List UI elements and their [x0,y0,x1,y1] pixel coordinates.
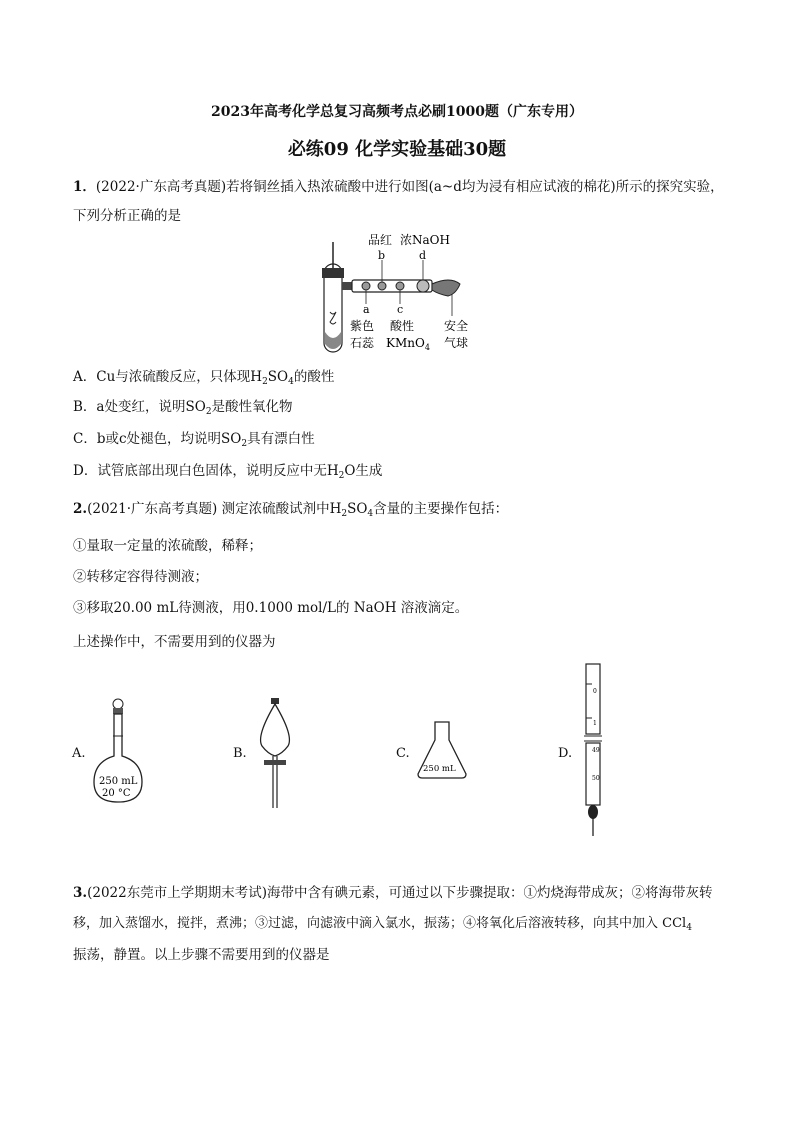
separatory-funnel-figure [250,696,300,811]
label-anquan: 安全 [444,319,469,333]
erlenmeyer-volume: 250 mL [423,764,456,774]
q2-option-b-label: B. [233,746,247,761]
label-qiqiu: 气球 [444,336,469,350]
q1-option-b: B．a处变红，说明$SO_2$是酸性氧化物 [73,399,293,417]
q2-number: 2. [73,501,88,517]
label-zise: 紫色 [350,319,375,333]
cotton-d [417,280,429,292]
acid-liquid [325,332,341,349]
q2-step1: ①量取一定量的浓硫酸，稀释； [73,538,262,554]
label-naoh: 浓NaOH [400,233,450,247]
flask-stopper-neck [113,708,123,714]
q1-option-d: D．试管底部出现白色固体，说明反应中无$H_2O$生成 [73,463,383,481]
q2-step2: ②转移定容得待测液； [73,569,208,585]
cotton-b [378,282,386,290]
label-suanxing: 酸性 [390,319,415,333]
funnel-bulb [261,704,290,756]
q1-option-c: C．b或c处褪色，均说明$SO_2$具有漂白性 [73,431,315,449]
burette-label-0: 0 [593,688,597,695]
label-b: b [378,249,386,262]
q2-volume: 20.00 mL [113,600,179,616]
q3-line1: 3.(2022东莞市上学期期末考试)海带中含有碘元素，可通过以下步骤提取：①灼烧海带成灰；②将海带灰转 [73,885,713,901]
burette-label-1: 1 [593,720,597,727]
flask-volume: 250 mL [99,776,138,787]
burette-figure [578,662,608,838]
burette-label-49: 49 [592,747,600,754]
q1-number: 1． [73,179,96,195]
q1-option-a: A．Cu与浓硫酸反应，只体现$H_2SO_4$的酸性 [73,369,335,387]
q1-apparatus-figure [310,232,490,357]
cotton-a [362,282,370,290]
q2-step3: ③移取20.00 mL待测液，用0.1000 mol/L的 NaOH 溶液滴定。 [73,600,469,616]
label-pinhong: 品红 [368,233,393,247]
label-shirui: 石蕊 [350,336,375,350]
q2-option-a-label: A. [72,746,86,761]
q2-option-d-label: D. [558,746,573,761]
label-a: a [363,303,370,316]
q1-stem-line1 [73,178,724,196]
q3-number: 3. [73,885,88,901]
copper-coil [330,312,336,324]
q3-source: (2022东莞市上学期期末考试) [87,885,267,901]
q3-line3: 振荡，静置。以上步骤不需要用到的仪器是 [73,947,330,963]
cotton-c [396,282,404,290]
q2-source: (2021·广东高考真题) [87,501,218,517]
burette-break [584,736,602,741]
burette-label-50: 50 [592,775,600,782]
q2-stem: 2.(2021·广东高考真题) 测定浓硫酸试剂中$H_2SO_4$含量的主要操作包括： [73,501,509,519]
clamp [342,282,352,290]
q3-line2: 移，加入蒸馏水，搅拌，煮沸；③过滤，向滤液中滴入氯水，振荡；④将氧化后溶液转移，向其中加入 CCl$_4$ [73,916,692,933]
page-title: 必练09 化学实验基础30题 [287,139,507,160]
erlenmeyer-flask-figure [414,718,470,780]
document-header: 2023年高考化学总复习高频考点必刷1000题（广东专用） [211,104,583,120]
volumetric-flask-figure [88,696,148,808]
label-d: d [419,249,427,262]
q1-stem2: 下列分析正确的是 [73,208,181,224]
flask-temp: 20 °C [102,788,131,799]
q1-stem1: 若将铜丝插入热浓硫酸中进行如图(a~d均为浸有相应试液的棉花)所示的探究实验， [226,179,724,195]
test-tube-stopper [322,268,344,278]
label-kmno4: KMnO$_4$ [386,336,430,352]
q2-question: 上述操作中，不需要用到的仪器为 [73,634,276,650]
funnel-stopcock [264,760,286,765]
q2-concentration: 0.1000 mol/L [245,600,337,616]
flask-stopper [113,699,123,709]
q1-source: (2022·广东高考真题) [95,179,227,195]
label-c: c [397,303,404,316]
q2-option-c-label: C. [396,746,410,761]
safety-balloon [432,280,460,296]
